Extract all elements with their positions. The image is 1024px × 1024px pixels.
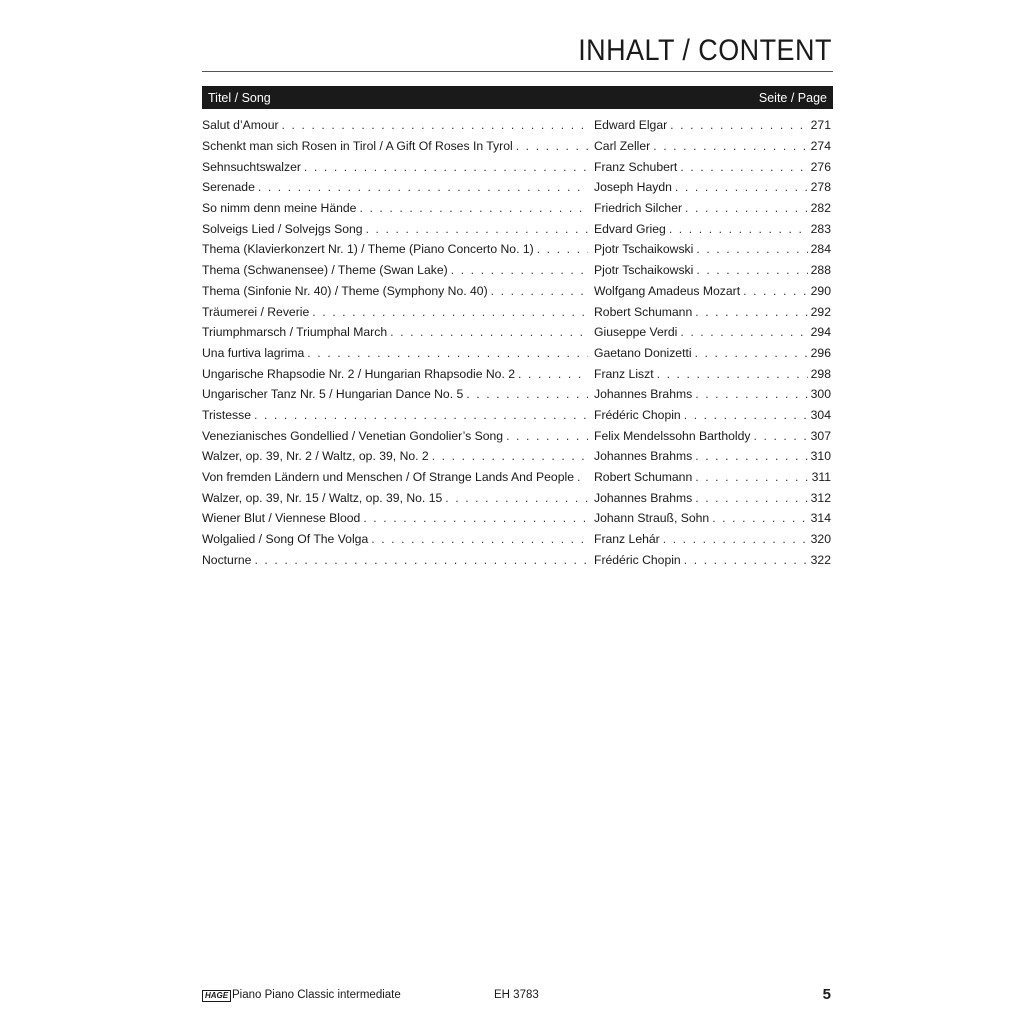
composer-name: Johann Strauß, Sohn (594, 511, 710, 526)
toc-row (202, 156, 831, 177)
toc-composer-cell (588, 242, 831, 256)
toc-composer-cell (588, 346, 831, 360)
toc-composer-cell (588, 491, 831, 505)
toc-title-cell (202, 449, 588, 463)
toc-composer-cell (588, 532, 831, 546)
dot-leader (307, 346, 588, 360)
page-number: 5 (822, 986, 831, 1003)
toc-composer-cell (588, 180, 831, 194)
toc-row (202, 363, 831, 384)
song-title: Tristesse (202, 407, 251, 422)
toc-list (202, 115, 831, 570)
page-ref: 278 (810, 180, 831, 195)
toc-title-cell (202, 346, 588, 360)
toc-title-cell (202, 408, 588, 422)
dot-leader (695, 387, 807, 401)
dot-leader (363, 511, 588, 525)
page-ref: 310 (810, 449, 831, 464)
song-title: Ungarischer Tanz Nr. 5 / Hungarian Dance No. 5 (202, 387, 464, 402)
dot-leader (366, 222, 588, 236)
song-title: Walzer, op. 39, Nr. 2 / Waltz, op. 39, No. 2 (202, 449, 429, 464)
toc-title-cell (202, 284, 588, 298)
column-title-label: Titel / Song (208, 90, 271, 105)
toc-composer-cell (588, 284, 831, 298)
toc-row (202, 343, 831, 364)
composer-name: Carl Zeller (594, 139, 651, 154)
title-rule (202, 71, 833, 72)
dot-leader (680, 160, 807, 174)
toc-row (202, 239, 831, 260)
composer-name: Frédéric Chopin (594, 407, 681, 422)
composer-name: Wolfgang Amadeus Mozart (594, 283, 741, 298)
toc-composer-cell (588, 325, 831, 339)
toc-composer-cell (588, 553, 831, 567)
song-title: Walzer, op. 39, Nr. 15 / Waltz, op. 39, No. 15 (202, 490, 443, 505)
toc-title-cell (202, 429, 588, 443)
dot-leader (577, 470, 588, 484)
dot-leader (491, 284, 588, 298)
toc-row (202, 115, 831, 136)
toc-row (202, 487, 831, 508)
dot-leader (743, 284, 808, 298)
dot-leader (695, 346, 808, 360)
song-title: So nimm denn meine Hände (202, 201, 357, 216)
toc-row (202, 136, 831, 157)
page-ref: 283 (810, 221, 831, 236)
composer-name: Edward Elgar (594, 118, 668, 133)
page-ref: 296 (810, 345, 831, 360)
composer-name: Friedrich Silcher (594, 201, 683, 216)
composer-name: Pjotr Tschaikowski (594, 263, 694, 278)
toc-title-cell (202, 118, 588, 132)
toc-row (202, 425, 831, 446)
composer-name: Joseph Haydn (594, 180, 672, 195)
composer-name: Giuseppe Verdi (594, 325, 678, 340)
toc-composer-cell (588, 387, 831, 401)
song-title: Thema (Sinfonie Nr. 40) / Theme (Symphony No. 40) (202, 283, 488, 298)
song-title: Thema (Klavierkonzert Nr. 1) / Theme (Piano Concerto No. 1) (202, 242, 534, 257)
toc-composer-cell (588, 408, 831, 422)
toc-row (202, 301, 831, 322)
song-title: Salut d’Amour (202, 118, 279, 133)
page-footer (202, 986, 831, 1006)
song-title: Solveigs Lied / Solvejgs Song (202, 221, 363, 236)
toc-row (202, 384, 831, 405)
dot-leader (258, 180, 588, 194)
toc-row (202, 281, 831, 302)
toc-composer-cell (588, 305, 831, 319)
toc-title-cell (202, 201, 588, 215)
song-title: Nocturne (202, 552, 252, 567)
toc-composer-cell (588, 139, 831, 153)
footer-edition-code: EH 3783 (494, 989, 539, 1001)
dot-leader (254, 553, 588, 567)
song-title: Träumerei / Reverie (202, 304, 310, 319)
toc-composer-cell (588, 511, 831, 525)
composer-name: Franz Lehár (594, 532, 660, 547)
dot-leader (669, 222, 808, 236)
song-title: Von fremden Ländern und Menschen / Of Strange Lands And People (202, 470, 574, 485)
toc-title-cell (202, 511, 588, 525)
toc-title-cell (202, 470, 588, 484)
dot-leader (451, 263, 588, 277)
page-title: INHALT / CONTENT (578, 34, 832, 67)
dot-leader (695, 305, 807, 319)
toc-composer-cell (588, 429, 831, 443)
composer-name: Johannes Brahms (594, 490, 693, 505)
page-ref: 311 (811, 470, 831, 485)
dot-leader (390, 325, 588, 339)
page-ref: 284 (810, 242, 831, 257)
toc-row (202, 260, 831, 281)
song-title: Ungarische Rhapsodie Nr. 2 / Hungarian Rhapsodie No. 2 (202, 366, 515, 381)
dot-leader (359, 201, 588, 215)
page-ref: 314 (810, 511, 831, 526)
composer-name: Felix Mendelssohn Bartholdy (594, 428, 751, 443)
dot-leader (754, 429, 808, 443)
toc-composer-cell (588, 367, 831, 381)
toc-title-cell (202, 305, 588, 319)
composer-name: Gaetano Donizetti (594, 345, 692, 360)
page-ref: 304 (810, 407, 831, 422)
dot-leader (696, 242, 807, 256)
composer-name: Edvard Grieg (594, 221, 666, 236)
toc-row (202, 446, 831, 467)
page-ref: 307 (810, 428, 831, 443)
table-header-bar (202, 86, 833, 109)
composer-name: Robert Schumann (594, 304, 693, 319)
toc-title-cell (202, 180, 588, 194)
dot-leader (282, 118, 588, 132)
song-title: Schenkt man sich Rosen in Tirol / A Gift Of Roses In Tyrol (202, 139, 513, 154)
page-ref: 298 (810, 366, 831, 381)
composer-name: Franz Schubert (594, 159, 678, 174)
toc-title-cell (202, 222, 588, 236)
composer-name: Johannes Brahms (594, 449, 693, 464)
toc-composer-cell (588, 160, 831, 174)
song-title: Triumphmarsch / Triumphal March (202, 325, 388, 340)
toc-row (202, 198, 831, 219)
song-title: Wiener Blut / Viennese Blood (202, 511, 361, 526)
toc-row (202, 549, 831, 570)
publisher-logo: HAGE (202, 990, 231, 1002)
dot-leader (506, 429, 588, 443)
footer-book-title: Piano Piano Classic intermediate (232, 989, 401, 1001)
page-ref: 288 (810, 263, 831, 278)
composer-name: Franz Liszt (594, 366, 654, 381)
page-ref: 322 (810, 552, 831, 567)
song-title: Sehnsuchtswalzer (202, 159, 301, 174)
page-ref: 282 (810, 201, 831, 216)
dot-leader (304, 160, 588, 174)
column-page-label: Seite / Page (758, 90, 827, 105)
dot-leader (663, 532, 808, 546)
toc-title-cell (202, 532, 588, 546)
toc-row (202, 467, 831, 488)
dot-leader (680, 325, 807, 339)
dot-leader (712, 511, 807, 525)
page-ref: 290 (810, 283, 831, 298)
toc-title-cell (202, 387, 588, 401)
song-title: Venezianisches Gondellied / Venetian Gondolier’s Song (202, 428, 504, 443)
dot-leader (695, 449, 807, 463)
toc-title-cell (202, 491, 588, 505)
composer-name: Frédéric Chopin (594, 552, 681, 567)
dot-leader (685, 201, 808, 215)
toc-row (202, 218, 831, 239)
song-title: Una furtiva lagrima (202, 345, 305, 360)
dot-leader (657, 367, 808, 381)
dot-leader (432, 449, 588, 463)
song-title: Serenade (202, 180, 255, 195)
dot-leader (466, 387, 588, 401)
page-ref: 271 (810, 118, 831, 133)
song-title: Wolgalied / Song Of The Volga (202, 532, 369, 547)
dot-leader (312, 305, 588, 319)
toc-title-cell (202, 263, 588, 277)
dot-leader (684, 553, 808, 567)
toc-row (202, 322, 831, 343)
toc-title-cell (202, 139, 588, 153)
toc-composer-cell (588, 263, 831, 277)
dot-leader (670, 118, 807, 132)
dot-leader (445, 491, 588, 505)
page-ref: 276 (810, 159, 831, 174)
dot-leader (516, 139, 588, 153)
toc-composer-cell (588, 201, 831, 215)
page-ref: 320 (810, 532, 831, 547)
page-ref: 292 (810, 304, 831, 319)
composer-name: Pjotr Tschaikowski (594, 242, 694, 257)
toc-composer-cell (588, 222, 831, 236)
toc-row (202, 508, 831, 529)
page-ref: 300 (810, 387, 831, 402)
toc-title-cell (202, 325, 588, 339)
dot-leader (518, 367, 588, 381)
toc-title-cell (202, 553, 588, 567)
dot-leader (675, 180, 808, 194)
toc-title-cell (202, 160, 588, 174)
toc-composer-cell (588, 449, 831, 463)
dot-leader (695, 470, 808, 484)
dot-leader (371, 532, 588, 546)
page-ref: 274 (810, 139, 831, 154)
toc-row (202, 177, 831, 198)
dot-leader (537, 242, 588, 256)
toc-title-cell (202, 242, 588, 256)
toc-row (202, 529, 831, 550)
song-title: Thema (Schwanensee) / Theme (Swan Lake) (202, 263, 448, 278)
toc-title-cell (202, 367, 588, 381)
toc-row (202, 405, 831, 426)
composer-name: Robert Schumann (594, 470, 693, 485)
page-ref: 294 (810, 325, 831, 340)
dot-leader (695, 491, 807, 505)
composer-name: Johannes Brahms (594, 387, 693, 402)
toc-composer-cell (588, 470, 831, 484)
dot-leader (696, 263, 807, 277)
dot-leader (653, 139, 807, 153)
dot-leader (254, 408, 588, 422)
dot-leader (684, 408, 808, 422)
toc-composer-cell (588, 118, 831, 132)
page-ref: 312 (810, 490, 831, 505)
